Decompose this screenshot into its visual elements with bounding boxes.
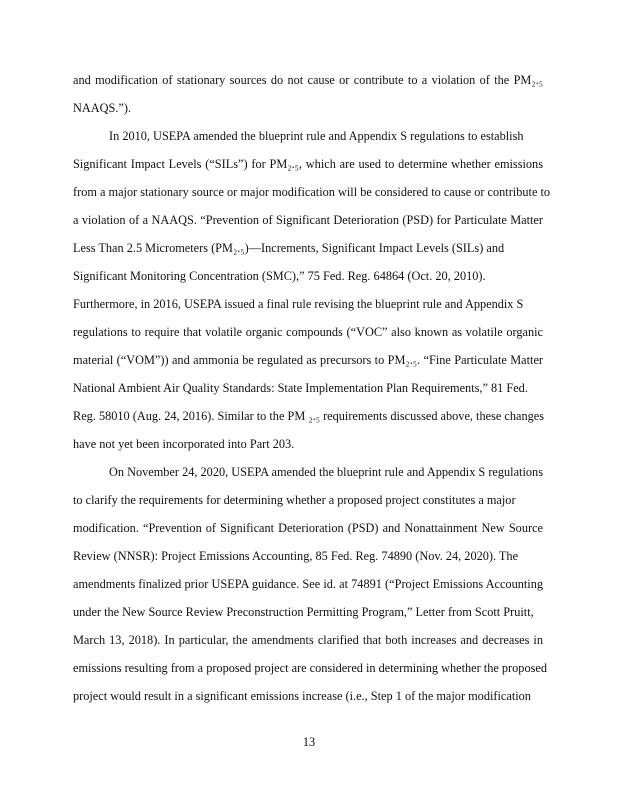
text-line: National Ambient Air Quality Standards: State Implementation Plan Requirements,” 81 Fed. [73, 381, 528, 395]
text-line: March 13, 2018). In particular, the amendments clarified that both increases and decreases in [73, 633, 543, 647]
text-line: Less Than 2.5 Micrometers (PM₂.₅)—Increments, Significant Impact Levels (SILs) and [73, 241, 505, 255]
text-line: Furthermore, in 2016, USEPA issued a final rule revising the blueprint rule and Appendix S [73, 297, 524, 311]
text-line: from a major stationary source or major modification will be considered to cause or contribute to [73, 185, 551, 199]
text-line: under the New Source Review Preconstruction Permitting Program,” Letter from Scott Pruitt, [73, 605, 534, 619]
text-line: Review (NNSR): Project Emissions Accounting, 85 Fed. Reg. 74890 (Nov. 24, 2020). The [73, 549, 519, 563]
text-line: have not yet been incorporated into Part 203. [73, 437, 295, 451]
text-line: amendments finalized prior USEPA guidance. See id. at 74891 (“Project Emissions Accounting [73, 577, 543, 591]
text-line: Significant Monitoring Concentration (SMC),” 75 Fed. Reg. 64864 (Oct. 20, 2010). [73, 269, 486, 283]
text-line: modification. “Prevention of Significant Deterioration (PSD) and Nonattainment New Source [73, 521, 543, 535]
text-line: Reg. 58010 (Aug. 24, 2016). Similar to the PM ₂.₅ requirements discussed above, these changes [73, 409, 544, 423]
text-line: material (“VOM”)) and ammonia be regulated as precursors to PM₂.₅. “Fine Particulate Matter [73, 353, 543, 367]
text-line: to clarify the requirements for determining whether a proposed project constitutes a major [73, 493, 516, 507]
text-line: NAAQS.”). [73, 101, 132, 115]
page-number: 13 [302, 735, 316, 749]
paragraph-first-line: On November 24, 2020, USEPA amended the blueprint rule and Appendix S regulations [109, 465, 543, 479]
text-line: project would result in a significant emissions increase (i.e., Step 1 of the major modification [73, 689, 531, 703]
text-line: a violation of a NAAQS. “Prevention of Significant Deterioration (PSD) for Particulate Matter [73, 213, 543, 227]
paragraph-first-line: In 2010, USEPA amended the blueprint rule and Appendix S regulations to establish [109, 129, 524, 143]
text-line: regulations to require that volatile organic compounds (“VOC” also known as volatile organic [73, 325, 543, 339]
text-line: emissions resulting from a proposed project are considered in determining whether the proposed [73, 661, 547, 675]
text-line: and modification of stationary sources do not cause or contribute to a violation of the PM₂.₅ [73, 73, 543, 87]
text-line: Significant Impact Levels (“SILs”) for PM₂.₅, which are used to determine whether emissions [73, 157, 543, 171]
